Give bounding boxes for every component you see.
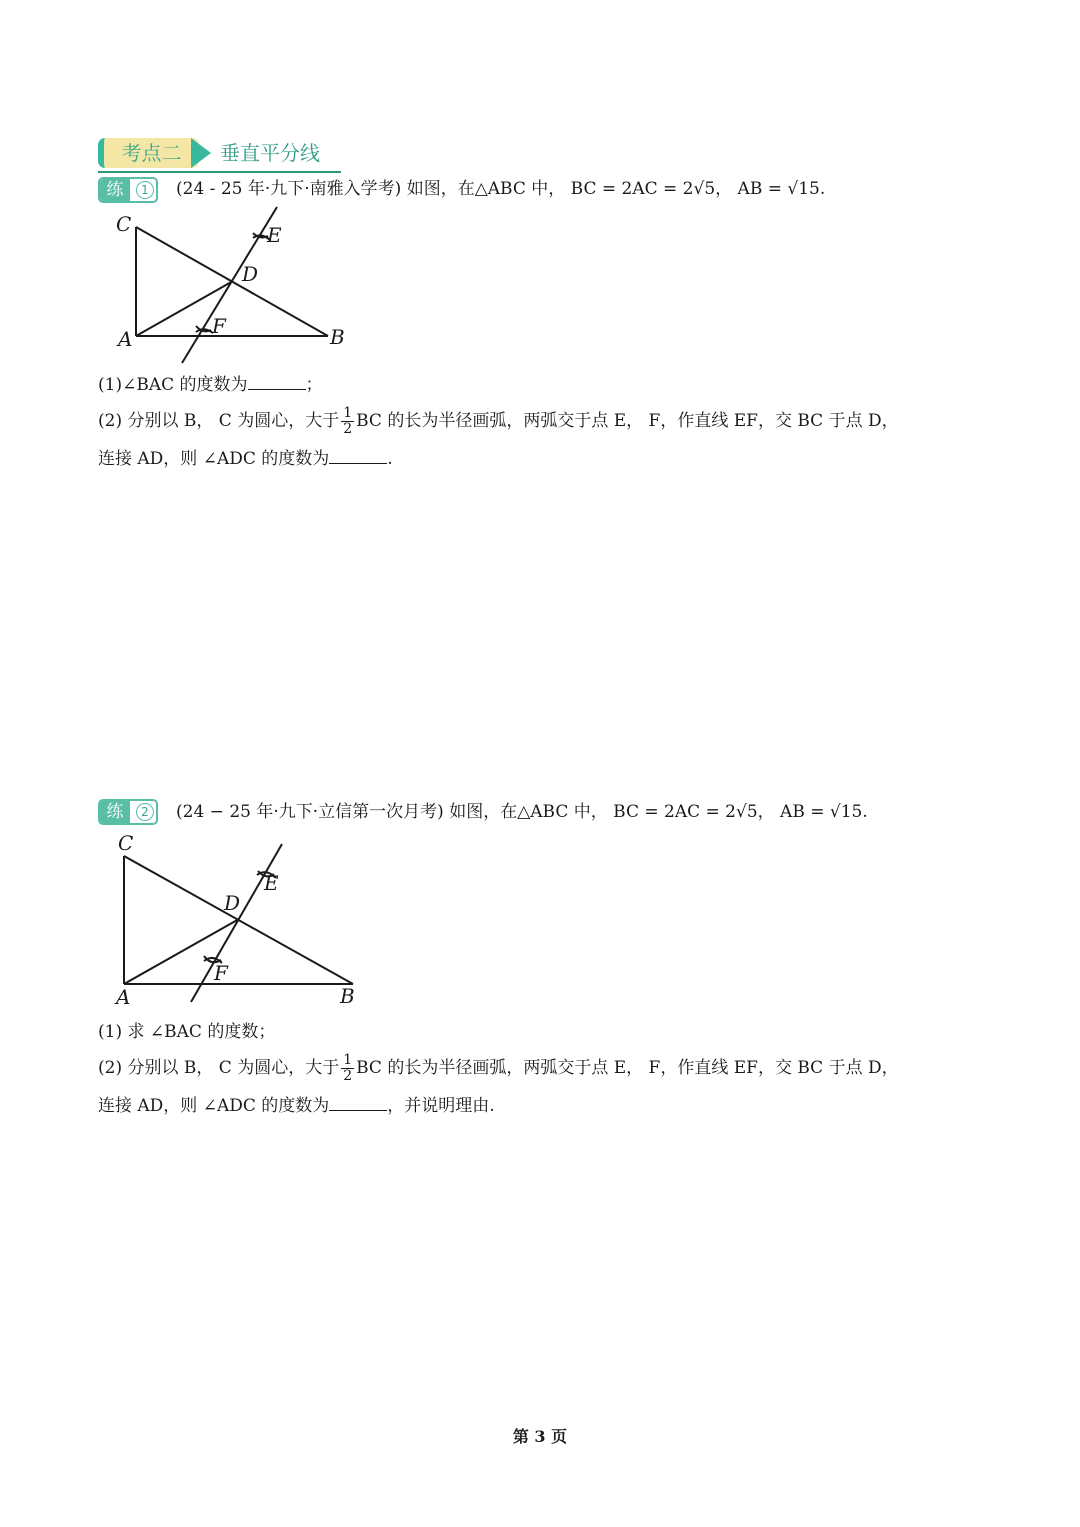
section-title: 垂直平分线 (220, 141, 320, 165)
label-b: B (330, 325, 345, 349)
fraction-half: $\frac{1}{2}$ (343, 405, 353, 437)
exercise-1-header: (24 - 25 年·九下·南雅入学考) 如图，在△ABC 中， BC = 2AC = 2√5， AB = √15. (176, 179, 826, 199)
page-number: 第 3 页 (512, 1427, 568, 1446)
divider (98, 171, 341, 173)
exercise-1-question-1: (1)∠BAC 的度数为 ； (98, 375, 323, 395)
exercise-2-question-3: 连接 AD，则 ∠ADC 的度数为 ，并说明理由. (98, 1096, 495, 1116)
exercise-2-question-1: (1) 求 ∠BAC 的度数； (98, 1022, 276, 1042)
exercise-1-badge (98, 177, 158, 203)
label-c: C (116, 212, 132, 236)
label-b: B (340, 984, 355, 1008)
label-d: D (224, 891, 241, 915)
label-d: D (242, 262, 259, 286)
line-ef (182, 207, 277, 363)
label-c: C (118, 831, 134, 855)
label-a: A (116, 985, 131, 1009)
label-a: A (118, 327, 133, 351)
section-badge: 考点二 (98, 138, 199, 168)
exercise-badge-number: 1 (136, 181, 154, 199)
exercise-1-question-3: 连接 AD，则 ∠ADC 的度数为 . (98, 449, 393, 469)
exercise-badge-label: 练 (100, 801, 130, 823)
label-e: E (267, 223, 282, 247)
label-f: F (214, 961, 228, 985)
exercise-1-figure (110, 205, 370, 370)
answer-blank (329, 1094, 387, 1111)
line-ef (191, 844, 282, 1002)
fraction-half: $\frac{1}{2}$ (343, 1052, 353, 1084)
exercise-2-question-2: (2) 分别以 B， C 为圆心，大于 $\frac{1}{2}$ BC 的长为半径画弧，两弧交于点 E， F，作直线 EF，交 BC 于点 D， (98, 1052, 899, 1084)
label-e: E (264, 871, 279, 895)
exercise-2-header: (24 − 25 年·九下·立信第一次月考) 如图，在△ABC 中， BC = 2AC = 2√5， AB = √15. (176, 802, 868, 822)
label-f: F (212, 314, 226, 338)
arrow-icon (191, 138, 211, 168)
answer-blank (248, 373, 306, 390)
exercise-badge-label: 练 (100, 179, 130, 201)
exercise-2-figure (100, 828, 380, 1018)
answer-blank (329, 447, 387, 464)
exercise-1-question-2: (2) 分别以 B， C 为圆心，大于 $\frac{1}{2}$ BC 的长为半径画弧，两弧交于点 E， F，作直线 EF，交 BC 于点 D， (98, 405, 899, 437)
exercise-badge-number: 2 (136, 803, 154, 821)
section-banner (98, 135, 343, 175)
exercise-2-badge (98, 799, 158, 825)
